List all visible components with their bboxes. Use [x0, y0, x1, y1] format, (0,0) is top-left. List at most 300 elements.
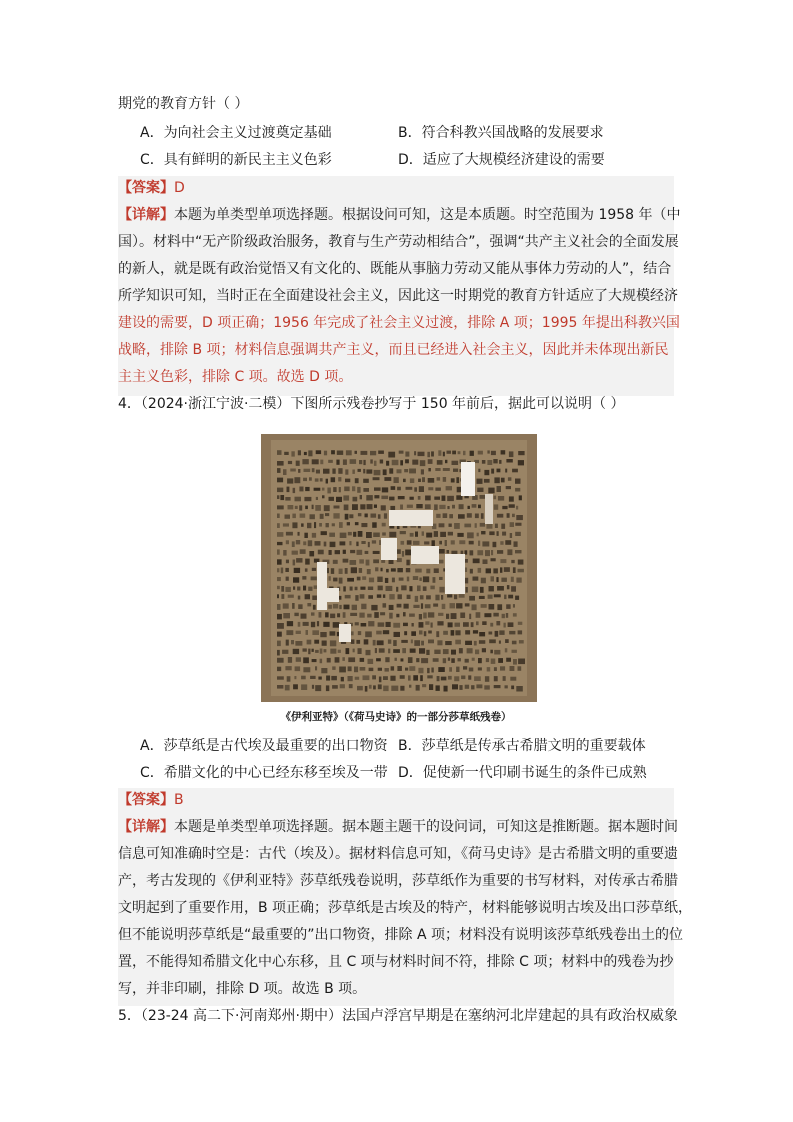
papyrus-script-stroke: [379, 648, 385, 652]
papyrus-script-stroke: [427, 452, 430, 457]
papyrus-script-stroke: [300, 514, 306, 518]
papyrus-script-stroke: [322, 641, 327, 646]
papyrus-script-stroke: [340, 684, 345, 688]
papyrus-script-stroke: [307, 603, 311, 606]
papyrus-script-stroke: [277, 559, 282, 564]
papyrus-illustration: [261, 434, 537, 702]
papyrus-script-stroke: [451, 540, 455, 544]
papyrus-script-stroke: [490, 623, 493, 627]
q3-answer-line: [118, 176, 185, 200]
papyrus-script-stroke: [439, 505, 445, 509]
papyrus-script-stroke: [304, 469, 311, 472]
papyrus-script-stroke: [410, 478, 414, 483]
papyrus-script-stroke: [515, 488, 520, 492]
papyrus-script-stroke: [369, 578, 374, 583]
papyrus-script-stroke: [504, 567, 510, 572]
papyrus-script-stroke: [344, 605, 350, 610]
q3-detail-line-6: 战略，排除 B 项；材料信息强调共产主义，而且已经进入社会主义，因此并未体现出新民: [118, 342, 669, 358]
papyrus-script-stroke: [292, 541, 295, 547]
papyrus-script-stroke: [291, 451, 294, 456]
papyrus-script-stroke: [516, 578, 521, 583]
papyrus-script-stroke: [401, 585, 406, 590]
papyrus-script-stroke: [412, 623, 414, 627]
papyrus-script-stroke: [386, 586, 393, 591]
papyrus-script-stroke: [282, 650, 288, 654]
papyrus-script-stroke: [355, 451, 358, 454]
q4-answer-line: [118, 788, 184, 812]
papyrus-script-stroke: [389, 613, 393, 619]
q4-option-c: C．希腊文化的中心已经东移至埃及一带: [140, 765, 388, 781]
papyrus-script-stroke: [409, 469, 416, 474]
papyrus-script-stroke: [477, 550, 483, 555]
papyrus-script-stroke: [368, 587, 373, 591]
papyrus-script-stroke: [466, 587, 468, 593]
papyrus-script-stroke: [330, 614, 335, 619]
papyrus-script-stroke: [326, 479, 328, 484]
papyrus-script-stroke: [501, 578, 507, 582]
papyrus-script-stroke: [397, 487, 401, 491]
papyrus-script-stroke: [489, 604, 495, 610]
papyrus-script-stroke: [420, 675, 423, 681]
papyrus-script-stroke: [290, 469, 296, 472]
papyrus-script-stroke: [293, 488, 296, 493]
papyrus-script-stroke: [512, 469, 518, 473]
papyrus-script-stroke: [345, 469, 348, 474]
papyrus-script-stroke: [518, 460, 524, 465]
papyrus-script-stroke: [477, 533, 479, 537]
papyrus-script-stroke: [458, 658, 461, 661]
papyrus-script-stroke: [478, 541, 480, 546]
papyrus-script-stroke: [330, 542, 336, 547]
papyrus-script-stroke: [435, 488, 441, 491]
papyrus-script-stroke: [452, 505, 455, 509]
papyrus-script-stroke: [415, 596, 418, 602]
papyrus-script-stroke: [421, 658, 428, 663]
papyrus-script-stroke: [308, 587, 312, 591]
papyrus-script-stroke: [459, 594, 465, 598]
papyrus-script-stroke: [344, 487, 349, 492]
papyrus-script-stroke: [447, 594, 452, 597]
papyrus-script-stroke: [366, 560, 370, 566]
papyrus-script-stroke: [353, 497, 358, 502]
papyrus-script-stroke: [383, 594, 385, 598]
papyrus-script-stroke: [486, 524, 492, 529]
papyrus-script-stroke: [518, 569, 524, 573]
papyrus-script-stroke: [515, 523, 521, 526]
papyrus-script-stroke: [277, 650, 280, 656]
papyrus-script-stroke: [333, 560, 338, 564]
papyrus-script-stroke: [518, 451, 524, 455]
papyrus-script-stroke: [465, 630, 470, 634]
papyrus-script-stroke: [510, 666, 515, 671]
papyrus-script-stroke: [316, 470, 320, 474]
papyrus-script-stroke: [506, 613, 508, 618]
papyrus-script-stroke: [469, 614, 471, 619]
papyrus-script-stroke: [409, 614, 415, 617]
papyrus-script-stroke: [286, 560, 289, 564]
papyrus-script-stroke: [301, 676, 306, 680]
papyrus-script-stroke: [420, 595, 424, 599]
papyrus-script-stroke: [315, 650, 319, 653]
papyrus-script-stroke: [338, 468, 342, 474]
q4-option-b: B．莎草纸是传承古希腊文明的重要载体: [398, 738, 646, 754]
papyrus-script-stroke: [277, 676, 284, 679]
q3-option-a: A．为向社会主义过渡奠定基础: [140, 125, 332, 141]
papyrus-script-stroke: [333, 513, 339, 518]
papyrus-script-stroke: [343, 459, 347, 465]
papyrus-script-stroke: [277, 478, 283, 483]
papyrus-script-stroke: [400, 531, 406, 534]
papyrus-script-stroke: [426, 533, 432, 538]
papyrus-script-stroke: [408, 657, 413, 663]
papyrus-script-stroke: [346, 648, 350, 654]
papyrus-script-stroke: [442, 496, 446, 501]
papyrus-script-stroke: [511, 586, 516, 592]
papyrus-script-stroke: [336, 460, 339, 465]
papyrus-script-stroke: [333, 487, 336, 492]
papyrus-script-stroke: [384, 513, 387, 518]
papyrus-script-stroke: [309, 477, 312, 480]
papyrus-script-stroke: [510, 677, 516, 681]
papyrus-script-stroke: [505, 540, 511, 545]
papyrus-script-stroke: [434, 531, 438, 537]
papyrus-script-stroke: [419, 614, 422, 620]
papyrus-script-stroke: [298, 532, 300, 536]
papyrus-script-stroke: [347, 522, 350, 525]
papyrus-script-stroke: [317, 621, 319, 626]
papyrus-script-stroke: [413, 675, 418, 680]
papyrus-script-stroke: [375, 648, 377, 653]
papyrus-script-stroke: [436, 514, 440, 518]
papyrus-script-stroke: [499, 630, 504, 635]
papyrus-script-stroke: [378, 586, 383, 591]
papyrus-script-stroke: [451, 658, 455, 663]
papyrus-script-stroke: [285, 666, 291, 670]
papyrus-script-stroke: [380, 612, 385, 615]
papyrus-script-stroke: [394, 477, 399, 483]
papyrus-script-stroke: [336, 497, 342, 502]
papyrus-script-stroke: [371, 605, 377, 611]
papyrus-script-stroke: [353, 649, 355, 653]
papyrus-script-stroke: [515, 550, 522, 553]
papyrus-script-stroke: [304, 497, 311, 501]
papyrus-script-stroke: [401, 640, 408, 643]
papyrus-script-stroke: [287, 621, 293, 626]
papyrus-script-stroke: [461, 551, 464, 555]
papyrus-script-stroke: [443, 649, 449, 654]
papyrus-script-stroke: [302, 576, 306, 580]
papyrus-script-stroke: [410, 649, 416, 653]
q4-answer-value: B: [174, 792, 184, 808]
papyrus-script-stroke: [444, 686, 448, 692]
papyrus-script-stroke: [383, 676, 388, 680]
papyrus-script-stroke: [304, 533, 308, 538]
papyrus-script-stroke: [422, 477, 425, 482]
papyrus-script-stroke: [365, 686, 368, 692]
papyrus-script-stroke: [293, 586, 295, 589]
papyrus-script-stroke: [312, 568, 316, 571]
papyrus-script-stroke: [406, 487, 413, 490]
papyrus-script-stroke: [513, 604, 515, 608]
papyrus-script-stroke: [460, 613, 465, 619]
papyrus-script-stroke: [519, 495, 522, 500]
papyrus-script-stroke: [373, 533, 380, 538]
papyrus-script-stroke: [277, 505, 284, 509]
papyrus-script-stroke: [445, 641, 452, 645]
papyrus-script-stroke: [448, 622, 453, 627]
papyrus-script-stroke: [428, 631, 432, 634]
papyrus-script-stroke: [416, 504, 422, 508]
q4-detail-line-3: 产，考古发现的《伊利亚特》莎草纸残卷说明，莎草纸作为重要的书写材料，对传承古希腊: [118, 873, 678, 889]
papyrus-script-stroke: [308, 540, 313, 546]
papyrus-script-stroke: [361, 541, 365, 544]
papyrus-script-stroke: [332, 523, 335, 526]
papyrus-script-stroke: [298, 604, 302, 609]
figure-caption: 《伊利亚特》（《荷马史诗》的一部分莎草纸残卷）: [280, 711, 512, 723]
papyrus-script-stroke: [482, 648, 486, 652]
papyrus-script-stroke: [451, 478, 455, 482]
papyrus-script-stroke: [326, 685, 329, 691]
papyrus-script-stroke: [477, 488, 483, 492]
papyrus-script-stroke: [320, 659, 323, 664]
papyrus-script-stroke: [369, 668, 374, 671]
papyrus-script-stroke: [481, 531, 485, 534]
papyrus-script-stroke: [305, 594, 310, 599]
papyrus-script-stroke: [358, 648, 362, 654]
papyrus-script-stroke: [345, 595, 351, 599]
papyrus-script-stroke: [478, 658, 482, 663]
papyrus-script-stroke: [389, 497, 394, 501]
papyrus-script-stroke: [430, 586, 434, 590]
papyrus-script-stroke: [378, 451, 384, 454]
q3-answer-value: D: [174, 180, 185, 196]
papyrus-script-stroke: [287, 478, 293, 483]
papyrus-script-stroke: [469, 596, 475, 601]
papyrus-script-stroke: [292, 514, 296, 519]
papyrus-script-stroke: [348, 532, 352, 536]
papyrus-script-stroke: [470, 451, 474, 456]
papyrus-script-stroke: [277, 594, 279, 598]
papyrus-script-stroke: [494, 667, 497, 671]
papyrus-script-stroke: [373, 559, 379, 563]
papyrus-script-stroke: [489, 531, 494, 535]
papyrus-script-stroke: [359, 613, 364, 618]
papyrus-script-stroke: [320, 514, 324, 519]
papyrus-script-stroke: [433, 658, 439, 662]
papyrus-script-stroke: [364, 639, 369, 644]
papyrus-script-stroke: [490, 650, 493, 654]
papyrus-script-stroke: [414, 451, 416, 455]
papyrus-script-stroke: [413, 605, 419, 608]
papyrus-script-stroke: [329, 533, 335, 537]
papyrus-script-stroke: [368, 621, 374, 626]
papyrus-script-stroke: [315, 541, 321, 546]
papyrus-script-stroke: [509, 631, 515, 635]
papyrus-script-stroke: [294, 613, 298, 616]
papyrus-script-stroke: [331, 676, 337, 680]
papyrus-script-stroke: [513, 567, 516, 573]
papyrus-script-stroke: [418, 479, 421, 482]
papyrus-script-stroke: [389, 594, 394, 599]
papyrus-script-stroke: [280, 495, 284, 500]
papyrus-script-stroke: [491, 550, 493, 555]
papyrus-script-stroke: [431, 668, 433, 673]
papyrus-script-stroke: [315, 505, 321, 511]
papyrus-script-stroke: [431, 623, 433, 628]
papyrus-script-stroke: [488, 488, 494, 494]
papyrus-script-stroke: [277, 450, 282, 455]
papyrus-script-stroke: [400, 505, 403, 510]
papyrus-script-stroke: [491, 451, 496, 455]
papyrus-script-stroke: [298, 469, 300, 473]
papyrus-script-stroke: [363, 675, 370, 680]
papyrus-script-stroke: [303, 586, 306, 591]
papyrus-script-stroke: [408, 675, 411, 680]
papyrus-script-stroke: [504, 623, 506, 628]
papyrus-script-stroke: [345, 568, 348, 574]
papyrus-script-stroke: [436, 631, 439, 637]
papyrus-script-stroke: [454, 595, 457, 600]
papyrus-script-stroke: [391, 686, 398, 691]
papyrus-script-stroke: [388, 649, 390, 654]
papyrus-script-stroke: [330, 649, 336, 654]
papyrus-script-stroke: [352, 605, 357, 610]
q3-detail-line-2: 国）。材料中“无产阶级政治服务，教育与生产劳动相结合”，强调“共产主义社会的全面发展: [118, 234, 679, 250]
papyrus-script-stroke: [288, 657, 292, 663]
papyrus-script-stroke: [381, 568, 383, 572]
papyrus-script-stroke: [454, 523, 460, 529]
papyrus-script-stroke: [428, 612, 434, 617]
papyrus-script-stroke: [335, 550, 340, 554]
papyrus-script-stroke: [446, 614, 449, 619]
papyrus-script-stroke: [494, 685, 501, 688]
papyrus-script-stroke: [312, 596, 317, 601]
papyrus-script-stroke: [277, 604, 281, 610]
papyrus-script-stroke: [512, 514, 515, 517]
papyrus-script-stroke: [330, 640, 336, 646]
papyrus-script-stroke: [325, 612, 329, 617]
papyrus-script-stroke: [511, 577, 514, 582]
papyrus-script-stroke: [405, 452, 409, 457]
q3-detail-line-3: 的新人，就是既有政治觉悟又有文化的、既能从事脑力劳动又能从事体力劳动的人”，结合: [118, 261, 672, 277]
papyrus-script-stroke: [320, 478, 323, 481]
papyrus-script-stroke: [361, 623, 367, 627]
papyrus-script-stroke: [324, 542, 327, 547]
papyrus-script-stroke: [456, 477, 459, 483]
papyrus-script-stroke: [355, 595, 358, 601]
papyrus-script-stroke: [397, 549, 401, 554]
papyrus-script-stroke: [511, 686, 514, 690]
papyrus-script-stroke: [439, 523, 445, 527]
papyrus-script-stroke: [332, 685, 338, 689]
papyrus-script-stroke: [371, 514, 377, 518]
papyrus-script-stroke: [327, 658, 331, 663]
papyrus-script-stroke: [381, 505, 386, 510]
papyrus-script-stroke: [452, 461, 459, 465]
papyrus-script-stroke: [405, 550, 411, 556]
papyrus-script-stroke: [392, 460, 399, 465]
papyrus-script-stroke: [407, 505, 413, 508]
papyrus-script-stroke: [363, 488, 369, 492]
papyrus-script-stroke: [470, 569, 473, 574]
papyrus-script-stroke: [419, 630, 423, 634]
papyrus-script-stroke: [409, 685, 411, 688]
papyrus-script-stroke: [449, 524, 452, 527]
papyrus-script-stroke: [497, 469, 501, 473]
papyrus-script-stroke: [312, 659, 317, 662]
papyrus-script-stroke: [284, 452, 289, 455]
papyrus-script-stroke: [298, 596, 301, 600]
papyrus-script-stroke: [438, 450, 441, 456]
papyrus-script-stroke: [377, 577, 382, 582]
papyrus-script-stroke: [353, 532, 356, 537]
papyrus-script-stroke: [367, 504, 373, 509]
papyrus-script-stroke: [281, 594, 284, 599]
papyrus-script-stroke: [457, 533, 463, 537]
papyrus-script-stroke: [400, 460, 403, 465]
papyrus-script-stroke: [360, 587, 365, 590]
papyrus-script-stroke: [465, 641, 472, 645]
papyrus-script-stroke: [277, 667, 281, 671]
papyrus-script-stroke: [277, 514, 280, 519]
papyrus-script-stroke: [472, 504, 477, 508]
papyrus-script-stroke: [316, 450, 321, 454]
papyrus-script-stroke: [435, 468, 440, 471]
papyrus-script-stroke: [303, 648, 307, 651]
papyrus-script-stroke: [388, 452, 395, 458]
papyrus-script-stroke: [477, 479, 483, 484]
papyrus-script-stroke: [368, 659, 374, 664]
papyrus-script-stroke: [459, 685, 462, 690]
papyrus-script-stroke: [493, 459, 497, 463]
papyrus-script-stroke: [359, 559, 364, 563]
papyrus-script-stroke: [399, 451, 404, 454]
papyrus-script-stroke: [465, 659, 469, 663]
papyrus-script-stroke: [357, 550, 363, 555]
papyrus-script-stroke: [355, 522, 359, 525]
papyrus-script-stroke: [507, 585, 510, 589]
papyrus-script-stroke: [277, 577, 281, 581]
papyrus-script-stroke: [443, 513, 448, 518]
papyrus-script-stroke: [423, 586, 427, 591]
papyrus-script-stroke: [498, 658, 503, 663]
papyrus-script-stroke: [515, 479, 521, 484]
papyrus-script-stroke: [431, 451, 434, 456]
papyrus-script-stroke: [453, 469, 458, 472]
papyrus-script-stroke: [397, 469, 402, 473]
papyrus-script-stroke: [321, 531, 327, 535]
papyrus-script-stroke: [383, 630, 389, 634]
papyrus-script-stroke: [389, 560, 394, 564]
papyrus-script-stroke: [347, 578, 354, 582]
papyrus-script-stroke: [397, 666, 402, 671]
papyrus-script-stroke: [343, 550, 346, 554]
papyrus-fragment-image: [261, 434, 537, 702]
papyrus-script-stroke: [479, 632, 485, 636]
papyrus-script-stroke: [407, 540, 412, 544]
papyrus-script-stroke: [418, 452, 425, 456]
papyrus-script-stroke: [518, 622, 523, 625]
papyrus-script-stroke: [508, 595, 513, 599]
papyrus-script-stroke: [476, 612, 481, 618]
papyrus-script-stroke: [359, 568, 362, 573]
papyrus-script-stroke: [332, 666, 335, 670]
papyrus-script-stroke: [469, 668, 474, 672]
papyrus-script-stroke: [372, 522, 377, 528]
papyrus-script-stroke: [313, 605, 316, 610]
papyrus-script-stroke: [418, 668, 423, 674]
papyrus-script-stroke: [495, 524, 498, 528]
